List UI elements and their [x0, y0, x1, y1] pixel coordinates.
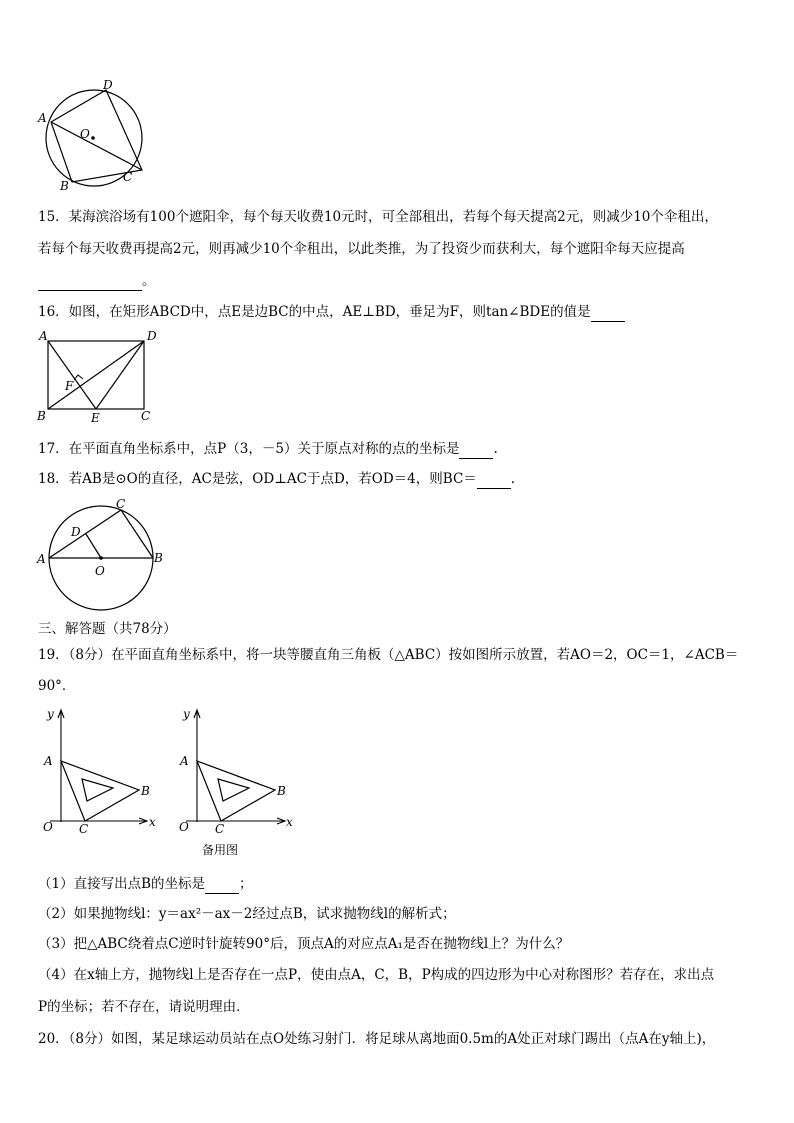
label-b: B	[154, 551, 163, 565]
q19-part4-line1: （4）在x轴上方，抛物线l上是否存在一点P，使由点A，C，B，P构成的四边形为中心对称图形？若存在，求出点	[38, 967, 715, 983]
label-x: x	[149, 815, 156, 829]
label-a: A	[180, 754, 189, 768]
label-a: A	[44, 754, 53, 768]
label-c: C	[215, 822, 225, 836]
label-c: C	[116, 497, 126, 511]
q19-line1: 19．（8分）在平面直角坐标系中，将一块等腰直角三角板（△ABC）按如图所示放置，若AO＝2，OC＝1，∠ACB＝	[38, 647, 739, 663]
label-c: C	[141, 409, 151, 423]
figure-circle-quadrilateral	[30, 80, 150, 195]
label-b: B	[277, 784, 286, 798]
label-e: E	[91, 411, 100, 425]
center-dot	[99, 556, 103, 560]
q15-line1: 15．某海滨浴场有100个遮阳伞，每个每天收费10元时，可全部租出，若每个每天提高2元，则减少10个伞租出，	[38, 209, 718, 225]
label-d: D	[103, 78, 113, 92]
label-a: A	[37, 552, 46, 566]
q19-part3: （3）把△ABC绕着点C逆时针旋转90°后，顶点A的对应点A₁是否在抛物线l上？为什么？	[38, 936, 570, 952]
chord-bc	[121, 510, 153, 558]
label-o: O	[43, 820, 53, 834]
caption-spare-figure: 备用图	[202, 843, 239, 857]
label-b: B	[60, 179, 69, 193]
section-title: 三、解答题（共78分）	[38, 621, 177, 637]
label-f: F	[65, 379, 74, 393]
triangle-abc	[197, 761, 275, 821]
q16-text: 16．如图，在矩形ABCD中，点E是边BC的中点，AE⊥BD，垂足为F，则tan∠BDE的值是	[38, 303, 625, 322]
segment-bd	[48, 341, 144, 409]
inner-triangle	[82, 779, 113, 801]
figure-rectangle	[34, 328, 164, 428]
q19-part2: （2）如果抛物线l：y＝ax²－ax－2经过点B，试求抛物线l的解析式；	[38, 906, 456, 922]
label-o: O	[95, 564, 105, 578]
q19-part1: （1）直接写出点B的坐标是 ；	[38, 876, 253, 892]
inner-triangle	[218, 779, 249, 801]
answer-blank[interactable]	[205, 875, 239, 894]
segment-de	[96, 341, 144, 409]
figure-circle-diameter	[34, 496, 174, 610]
label-b: B	[37, 409, 46, 423]
center-dot	[91, 136, 95, 140]
label-c: C	[123, 170, 133, 184]
segment-od	[86, 534, 101, 558]
figure-coordinate-triangle	[36, 702, 166, 834]
label-o: O	[80, 127, 90, 141]
label-c: C	[79, 822, 89, 836]
q20-text: 20．（8分）如图，某足球运动员站在点O处练习射门．将足球从离地面0.5m的A处正对球门踢出（点A在y轴上)，	[38, 1031, 716, 1047]
answer-blank[interactable]	[459, 440, 493, 459]
label-a: A	[38, 111, 47, 125]
chord-ac	[49, 510, 121, 558]
label-d: D	[147, 329, 157, 343]
answer-blank[interactable]	[38, 272, 142, 291]
answer-blank[interactable]	[477, 470, 511, 489]
label-a: A	[39, 329, 48, 343]
label-b: B	[141, 784, 150, 798]
q19-line2: 90°．	[38, 678, 76, 694]
q15-line2: 若每个每天收费再提高2元，则再减少10个伞租出，以此类推，为了投资少而获利大，每个遮阳伞每天应提高	[38, 241, 685, 257]
label-x: x	[286, 815, 293, 829]
q19-part4-line2: P的坐标；若不存在，请说明理由．	[38, 999, 250, 1015]
segment-ae	[48, 341, 96, 409]
answer-blank[interactable]	[591, 303, 625, 322]
q17-text: 17．在平面直角坐标系中，点P（3，－5）关于原点对称的点的坐标是 .	[38, 441, 498, 457]
figure-coordinate-triangle-spare	[176, 702, 306, 862]
q18-text: 18．若AB是⊙O的直径，AC是弦，OD⊥AC于点D，若OD＝4，则BC＝ .	[38, 471, 516, 487]
q15-line3: 。	[38, 272, 156, 291]
label-y: y	[47, 707, 54, 721]
label-d: D	[71, 525, 81, 539]
label-o: O	[179, 820, 189, 834]
label-y: y	[183, 707, 190, 721]
triangle-abc	[61, 761, 139, 821]
